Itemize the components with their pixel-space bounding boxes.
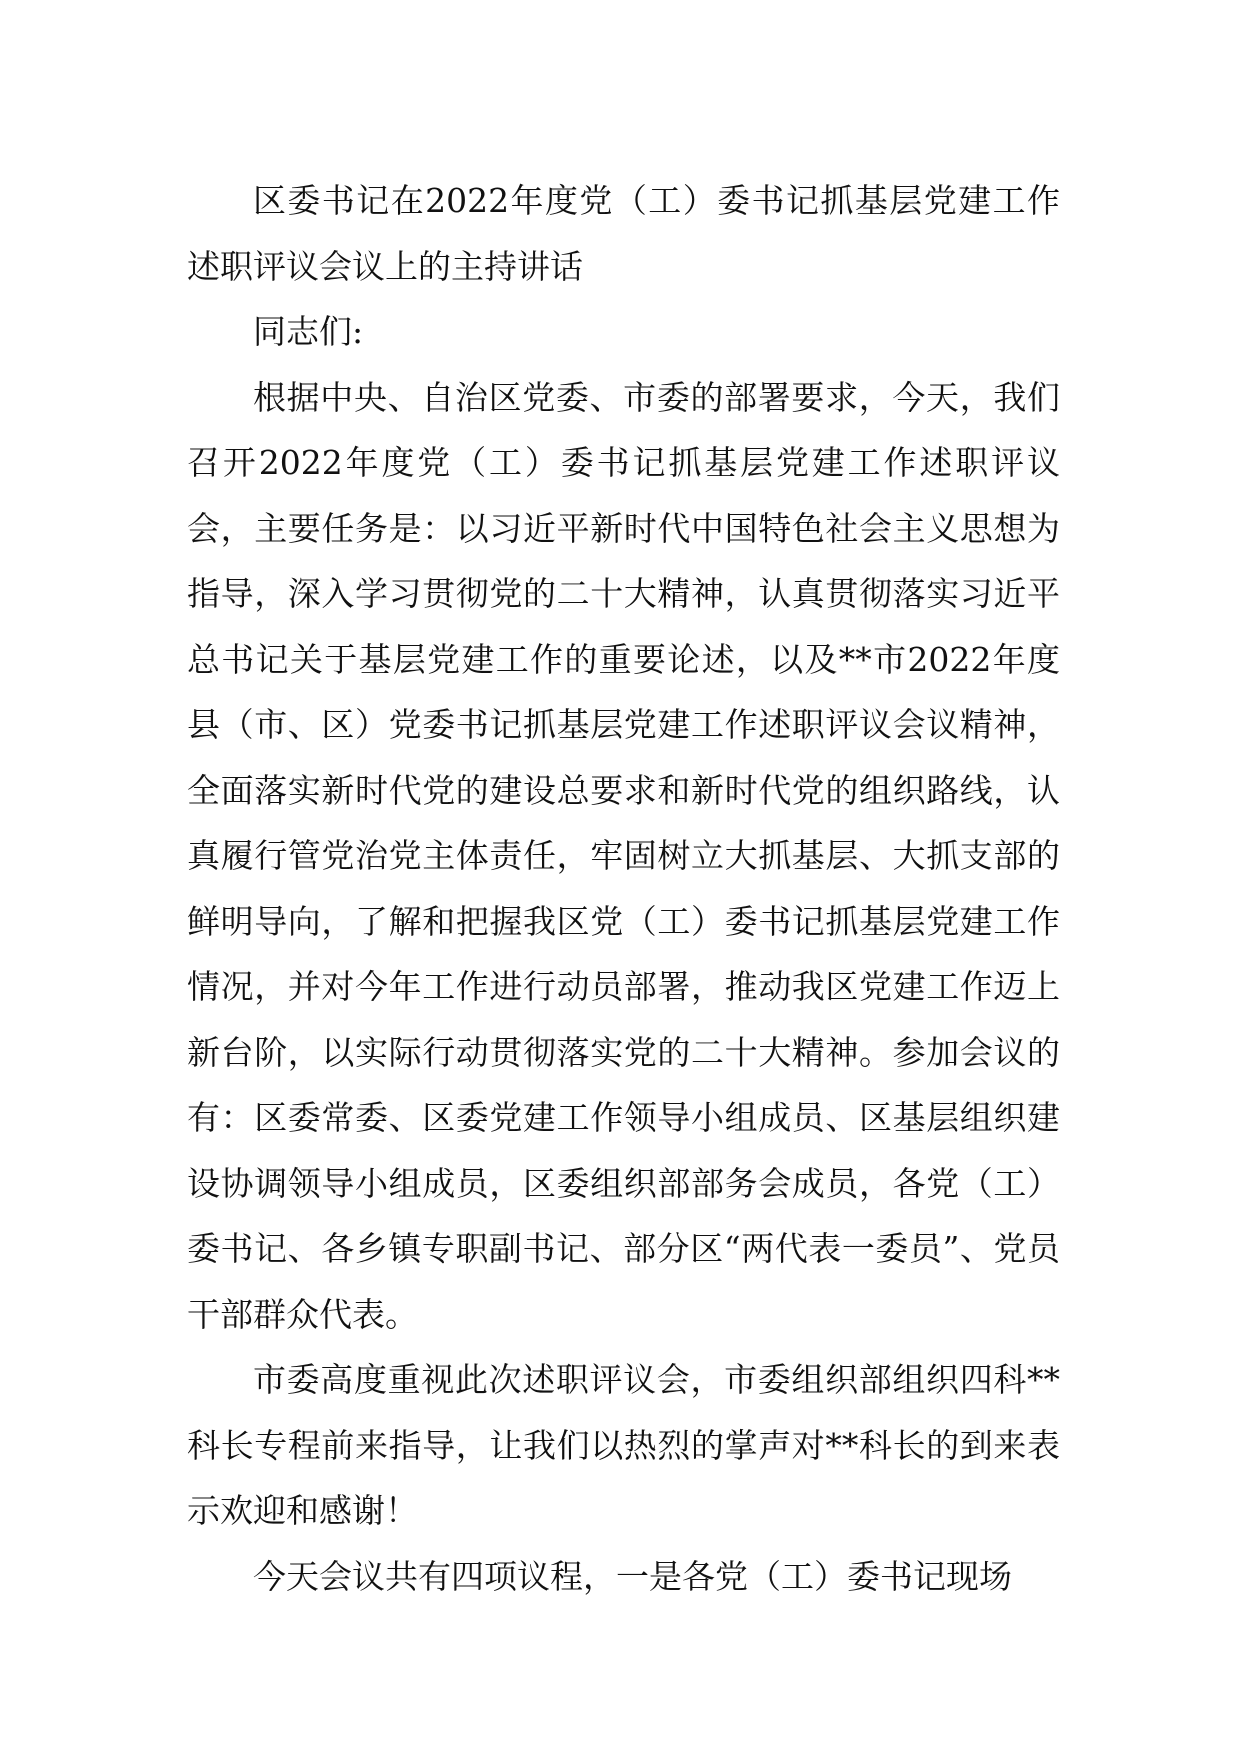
document-body bbox=[187, 168, 1060, 1609]
paragraph-welcome: 市委高度重视此次述职评议会，市委组织部组织四科**科长专程前来指导，让我们以热烈的掌声对**科长的到来表示欢迎和感谢！ bbox=[187, 1360, 1060, 1530]
document-title: 区委书记在2022年度党（工）委书记抓基层党建工作述职评议会议上的主持讲话 bbox=[187, 181, 1060, 286]
paragraph-opening: 根据中央、自治区党委、市委的部署要求，今天，我们召开2022年度党（工）委书记抓基层党建工作述职评议会，主要任务是：以习近平新时代中国特色社会主义思想为指导，深入学习贯彻党的二十大精神，认真贯彻落实习近平总书记关于基层党建工作的重要论述，以及**市2022年度县（市、区）党委书记抓基层党建工作述职评议会议精神，全面落实新时代党的建设总要求和新时代党的组织路线，认真履行管党治党主体责任，牢固树立大抓基层、大抓支部的鲜明导向，了解和把握我区党（工）委书记抓基层党建工作情况，并对今年工作进行动员部署，推动我区党建工作迈上新台阶，以实际行动贯彻落实党的二十大精神。参加会议的有：区委常委、区委党建工作领导小组成员、区基层组织建设协调领导小组成员，区委组织部部务会成员，各党（工）委书记、各乡镇专职副书记、部分区“两代表一委员”、党员干部群众代表。 bbox=[187, 377, 1060, 1334]
salutation: 同志们: bbox=[253, 312, 364, 351]
paragraph-agenda: 今天会议共有四项议程，一是各党（工）委书记现场 bbox=[253, 1556, 1012, 1596]
